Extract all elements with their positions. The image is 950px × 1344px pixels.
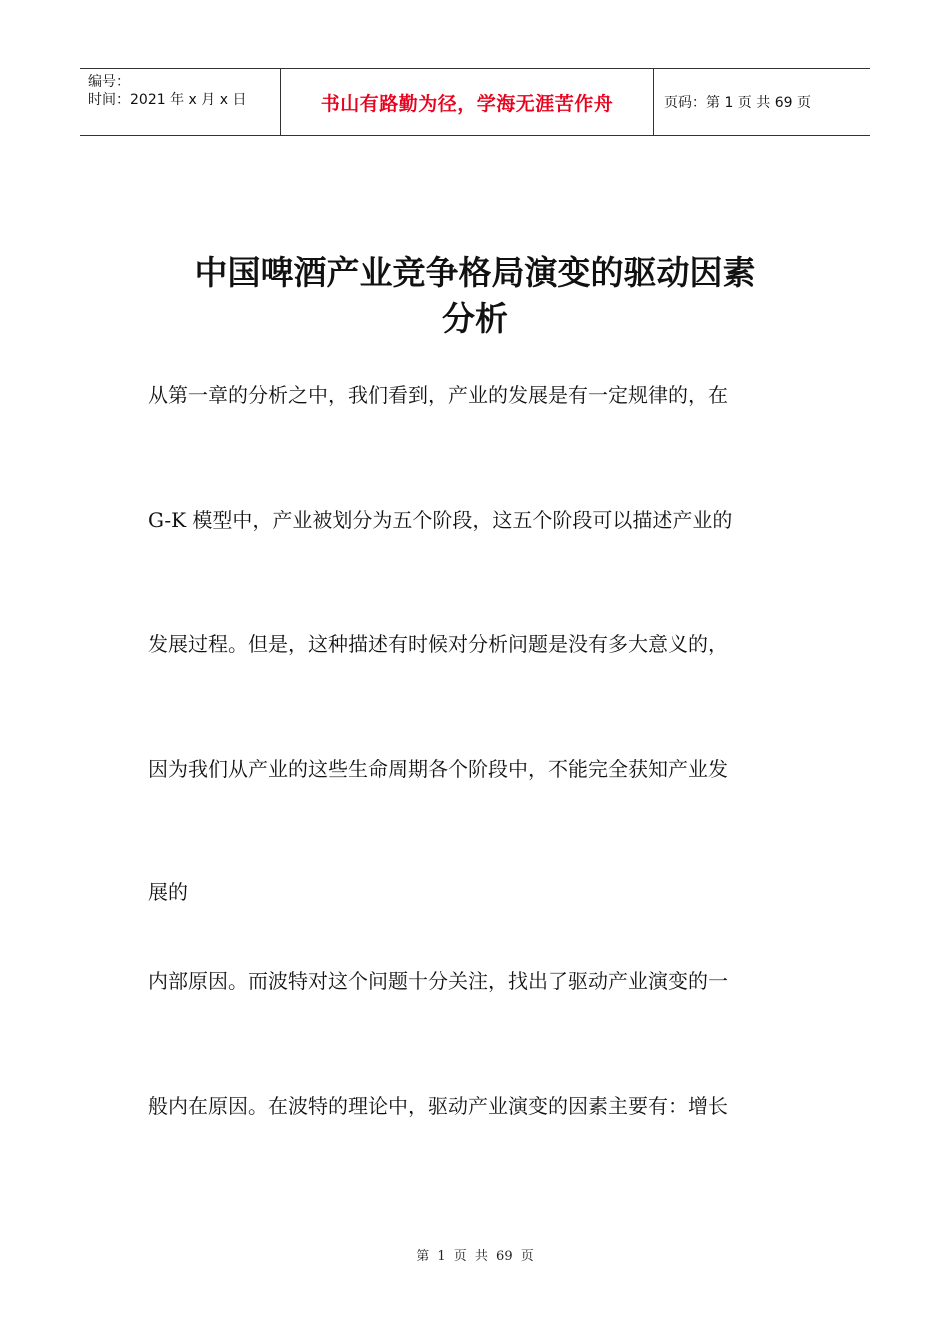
- header-page-info: 页码：第 1 页 共 69 页: [664, 95, 811, 111]
- number-label: 编号：: [88, 74, 130, 90]
- page-footer: 第 1 页 共 69 页: [416, 1249, 534, 1264]
- body-line-3: 发展过程。但是，这种描述有时候对分析问题是没有多大意义的，: [148, 632, 728, 656]
- body-line-1: 从第一章的分析之中，我们看到，产业的发展是有一定规律的，在: [148, 383, 728, 407]
- date-label: 时间：2021 年 x 月 x 日: [88, 92, 247, 108]
- title-line-2: 分析: [442, 299, 508, 338]
- body-line-2: G-K 模型中，产业被划分为五个阶段，这五个阶段可以描述产业的: [148, 508, 733, 532]
- document-header: [80, 68, 870, 136]
- body-line-5: 展的: [148, 880, 188, 904]
- body-line-4: 因为我们从产业的这些生命周期各个阶段中，不能完全获知产业发: [148, 757, 728, 781]
- title-line-1: 中国啤酒产业竞争格局演变的驱动因素: [194, 253, 756, 292]
- body-line-7: 般内在原因。在波特的理论中，驱动产业演变的因素主要有：增长: [148, 1094, 728, 1118]
- header-meta: [80, 69, 281, 135]
- document-title: [100, 250, 850, 342]
- body-line-6: 内部原因。而波特对这个问题十分关注，找出了驱动产业演变的一: [148, 969, 728, 993]
- header-motto: 书山有路勤为径，学海无涯苦作舟: [281, 69, 654, 135]
